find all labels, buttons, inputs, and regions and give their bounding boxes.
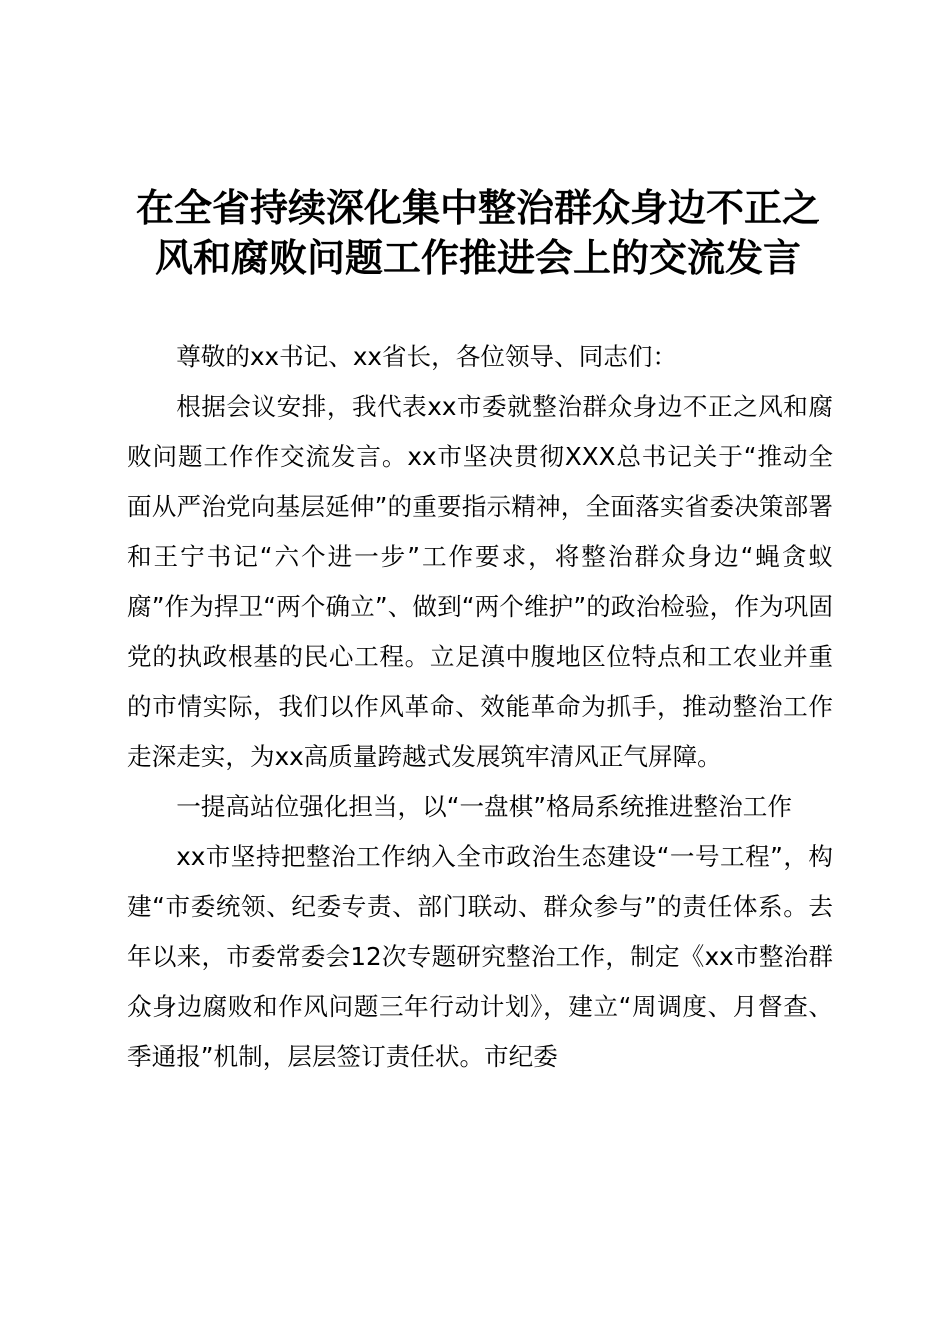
section-heading-1: 一提高站位强化担当，以“一盘棋”格局系统推进整治工作 [176, 792, 792, 821]
salutation-paragraph: 尊敬的xx书记、xx省长，各位领导、同志们： [176, 342, 678, 371]
document-body [127, 332, 833, 1082]
body-paragraph: xx市坚持把整治工作纳入全市政治生态建设“一号工程”，构建“市委统领、纪委专责、部门联动、群众参与”的责任体系。去年以来，市委常委会12次专题研究整治工作，制定《xx市整治群众身边腐败和作风问题三年行动计划》，建立“周调度、月督查、季通报”机制，层层签订责任状。市纪委 [127, 842, 833, 1071]
document-title: 在全省持续深化集中整治群众身边不正之风和腐败问题工作推进会上的交流发言 [135, 186, 820, 280]
intro-paragraph: 根据会议安排，我代表xx市委就整治群众身边不正之风和腐败问题工作作交流发言。xx市坚决贯彻XXX总书记关于“推动全面从严治党向基层延伸”的重要指示精神，全面落实省委决策部署和王宁书记“六个进一步”工作要求，将整治群众身边“蝇贪蚁腐”作为捍卫“两个确立”、做到“两个维护”的政治检验，作为巩固党的执政根基的民心工程。立足滇中腹地区位特点和工农业并重的市情实际，我们以作风革命、效能革命为抓手，推动整治工作走深走实，为xx高质量跨越式发展筑牢清风正气屏障。 [127, 392, 833, 771]
